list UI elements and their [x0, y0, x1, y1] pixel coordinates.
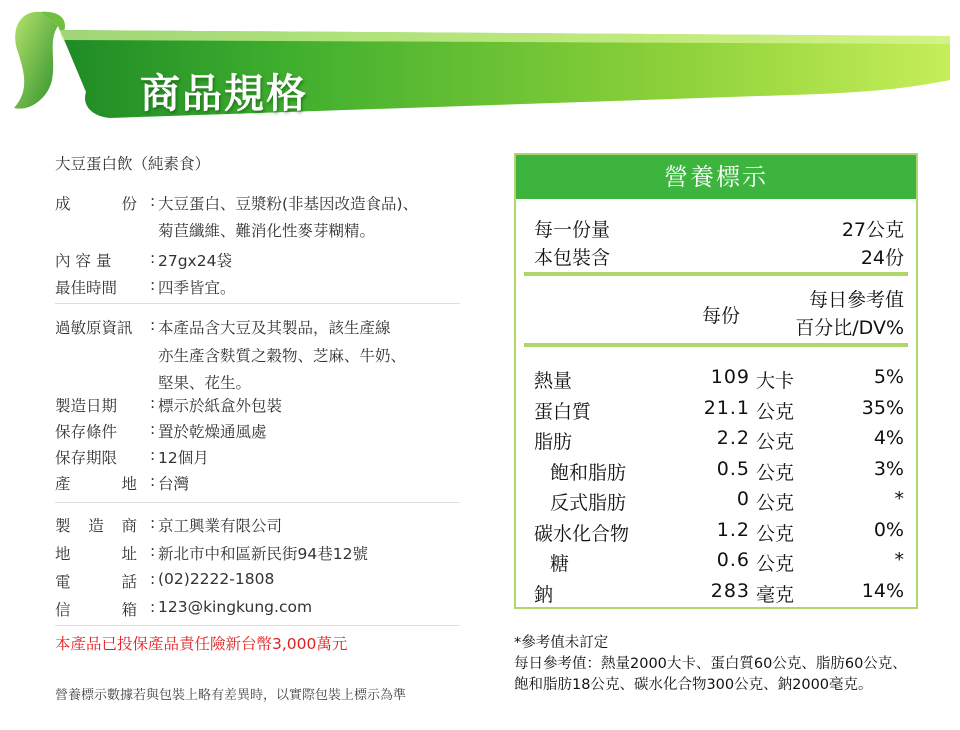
nutrient-name: 脂肪 [534, 431, 573, 453]
nutrient-dv: 4% [873, 427, 904, 449]
nutrient-unit: 公克 [756, 522, 795, 545]
servings-label: 本包裝含 [534, 247, 611, 269]
product-name: 大豆蛋白飲（純素食） [55, 155, 211, 173]
nutrient-unit: 公克 [756, 553, 795, 575]
nutrient-unit: 公克 [756, 400, 795, 423]
spec-maker: 製 造 商 : 京工興業有限公司 [55, 514, 283, 535]
dv-header-line1: 每日參考值 [808, 289, 904, 311]
divider [55, 625, 460, 626]
spec-phone: 電 話 : (02)2222-1808 [55, 570, 275, 591]
nutrient-name: 熱量 [534, 370, 573, 392]
serving-size-label: 每一份量 [534, 219, 611, 241]
divider [55, 303, 460, 304]
spec-ingredients: 成 份 : 大豆蛋白、豆漿粉(非基因改造食品)、 [55, 192, 419, 213]
nutrition-label [514, 153, 918, 609]
footnote-line: *參考值未訂定 [514, 635, 609, 651]
ingredients-value-cont: 菊苣纖維、難消化性麥芽糊精。 [158, 222, 376, 240]
footnote-line: 飽和脂肪18公克、碳水化合物300公克、鈉2000毫克。 [514, 677, 873, 693]
nutrient-dv: 3% [873, 457, 904, 480]
divider [55, 502, 460, 503]
nutrient-amount: 21.1 [703, 396, 750, 419]
nutrient-amount: 2.2 [716, 427, 750, 449]
serving-size-value: 27公克 [841, 219, 904, 241]
nutrient-amount: 1.2 [716, 518, 750, 541]
dv-header-line2: 百分比/DV% [795, 317, 904, 339]
nutrient-unit: 大卡 [756, 370, 795, 392]
nutrition-title: 營養標示 [516, 155, 916, 199]
nutrient-unit: 公克 [756, 492, 795, 514]
nutrient-name: 飽和脂肪 [550, 461, 627, 484]
spec-allergen: 過敏原資訊 : 本產品含大豆及其製品，該生產線 [55, 316, 391, 337]
nutrient-amount: 0 [736, 488, 750, 510]
per-serving-header: 每份 [702, 305, 741, 327]
separator [524, 343, 908, 347]
ingredients-value: 大豆蛋白、豆漿粉(非基因改造食品)、 [158, 195, 419, 213]
nutrient-dv: * [894, 488, 904, 510]
nutrient-unit: 公克 [756, 461, 795, 484]
spec-shelf-life: 保存期限 : 12個月 [55, 446, 209, 467]
nutrient-dv: 5% [873, 366, 904, 388]
nutrient-dv: 14% [861, 579, 904, 602]
spec-origin: 產 地 : 台灣 [55, 472, 190, 493]
nutrient-amount: 0.6 [716, 549, 750, 571]
nutrient-amount: 0.5 [716, 457, 750, 480]
nutrition-footnote [514, 633, 907, 696]
banner-title: 商品規格 [140, 71, 308, 117]
nutrient-name: 蛋白質 [534, 400, 592, 423]
nutrient-dv: 35% [861, 396, 904, 419]
nutrient-amount: 283 [710, 579, 750, 602]
spec-email: 信 箱 : 123@kingkung.com [55, 598, 313, 619]
spec-content: 內 容 量 : 27gx24袋 [55, 249, 232, 270]
spec-storage: 保存條件 : 置於乾燥通風處 [55, 420, 267, 441]
header-banner [0, 0, 960, 140]
insurance-notice: 本產品已投保產品責任險新台幣3,000萬元 [55, 635, 348, 653]
footnote-line: 每日參考值：熱量2000大卡、蛋白質60公克、脂肪60公克、 [514, 656, 907, 672]
spec-best-time: 最佳時間 : 四季皆宜。 [55, 276, 236, 297]
nutrient-name: 糖 [550, 553, 570, 575]
spec-manufacture-date: 製造日期 : 標示於紙盒外包裝 [55, 394, 283, 415]
nutrient-name: 碳水化合物 [534, 522, 630, 545]
nutrient-unit: 毫克 [756, 583, 795, 606]
servings-value: 24份 [860, 247, 904, 269]
separator [524, 272, 908, 276]
nutrient-dv: * [894, 549, 904, 571]
nutrient-unit: 公克 [756, 431, 795, 453]
spec-address: 地 址 : 新北市中和區新民街94巷12號 [55, 542, 368, 563]
disclaimer: 營養標示數據若與包裝上略有差異時，以實際包裝上標示為準 [55, 688, 407, 703]
nutrient-name: 鈉 [534, 583, 554, 606]
nutrient-name: 反式脂肪 [550, 492, 627, 514]
nutrient-amount: 109 [710, 366, 750, 388]
nutrient-dv: 0% [873, 518, 904, 541]
